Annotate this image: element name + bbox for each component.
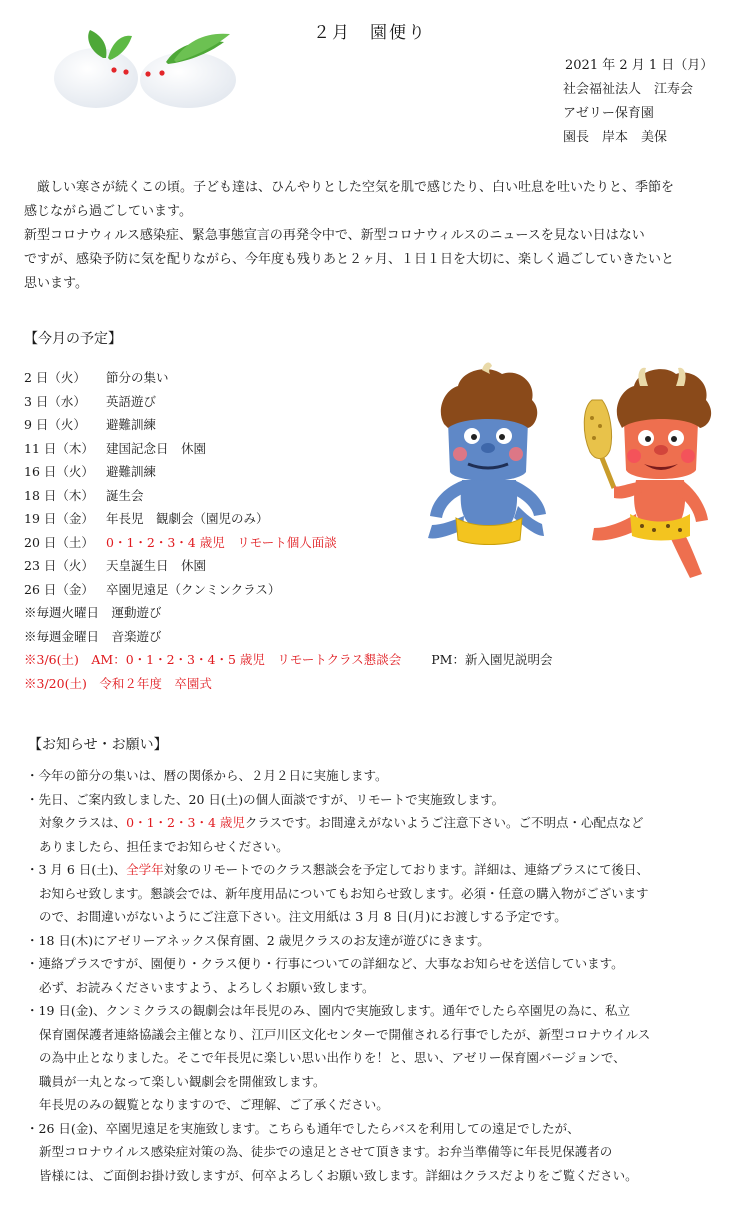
march-event	[24, 648, 552, 672]
blue-oni-icon	[428, 363, 546, 545]
snow-bunny-right	[140, 34, 236, 108]
schedule-event: 避難訓練	[106, 417, 157, 432]
schedule-date: 20 日（土）	[24, 534, 94, 550]
notice-text: クラスです。お間違えがないようご注意下さい。ご不明点・心配点など	[244, 815, 644, 830]
schedule-event: 避難訓練	[106, 464, 157, 479]
notice-line: ・18 日(木)にアゼリーアネックス保育園、2 歳児クラスのお友達が遊びにきます。	[26, 932, 490, 948]
notice-line: 年長児のみの観覧となりますので、ご理解、ご了承ください。	[39, 1097, 389, 1112]
schedule-date: 2 日（火）	[24, 370, 86, 385]
intro-paragraph	[24, 176, 724, 296]
notice-line	[26, 858, 726, 882]
notice-text: 対象クラスは、	[39, 815, 127, 830]
schedule-event: 年長児 観劇会（園児のみ）	[106, 511, 269, 526]
intro-line: 思います。	[24, 276, 88, 291]
intro-line: 新型コロナウィルス感染症、緊急事態宣言の再発令中で、新型コロナウィルスのニュースを見ない日はない	[24, 228, 645, 243]
notice-line: ありましたら、担任までお知らせください。	[39, 838, 289, 854]
letter-meta	[563, 54, 713, 150]
notice-line: 皆様には、ご面倒お掛け致しますが、何卒よろしくお願い致します。詳細はクラスだよりをご覧ください。	[39, 1167, 638, 1183]
schedule-date: 3 日（水）	[24, 393, 86, 409]
notices-list	[26, 764, 726, 1187]
intro-line: 感じながら過ごしています。	[24, 204, 192, 219]
schedule-event: 天皇誕生日 休園	[106, 558, 207, 573]
march-event-pm: PM：新入園児説明会	[431, 652, 553, 667]
intro-line: 厳しい寒さが続くこの頃。子ども達は、ひんやりとした空気を肌で感じたり、白い吐息を吐いたりと、季節を	[24, 180, 675, 195]
schedule-date: 11 日（木）	[24, 440, 94, 456]
notice-line: ・先日、ご案内致しました、20 日(土)の個人面談ですが、リモートで実施致します。	[26, 791, 505, 807]
notice-line: 職員が一丸となって楽しい観劇会を開催致します。	[39, 1073, 326, 1089]
organization-name: 社会福祉法人 江寿会	[563, 82, 694, 97]
notice-line: お知らせ致します。懇談会では、新年度用品についてもお知らせ致します。必須・任意の購入物がございます	[39, 885, 649, 901]
schedule-heading: 【今月の予定】	[24, 331, 122, 347]
schedule-date: 19 日（金）	[24, 511, 94, 526]
schedule-event: 誕生会	[106, 487, 144, 503]
schedule-date: 23 日（火）	[24, 558, 94, 573]
notice-line: ので、お間違いがないようにご注意下さい。注文用紙は 3 月 8 日(月)にお渡しする予定です。	[39, 909, 567, 924]
schedule-date: 9 日（火）	[24, 417, 86, 432]
schedule-event: 建国記念日 休園	[106, 440, 207, 456]
notice-line: 必ず、お読みくださいますよう、よろしくお願い致します。	[39, 979, 375, 995]
schedule-date: 18 日（木）	[24, 487, 94, 503]
notice-line: ・19 日(金)、クンミクラスの観劇会は年長児のみ、園内で実施致します。通年でしたら卒園児の為に、私立	[26, 1003, 631, 1018]
notice-line: の為中止となりました。そこで年長児に楽しい思い出作りを！と、思い、アゼリー保育園バージョンで、	[39, 1050, 626, 1065]
schedule-event-highlight: 0・1・2・3・4 歳児 リモート個人面談	[106, 534, 337, 550]
schedule-event: 英語遊び	[106, 393, 157, 409]
page-title: ２月 園便り	[313, 23, 427, 43]
notice-line: ・26 日(金)、卒園児遠足を実施致します。こちらも通年でしたらバスを利用しての遠足でしたが、	[26, 1120, 580, 1136]
notice-highlight: 0・1・2・3・4 歳児	[126, 815, 245, 830]
notice-line: 新型コロナウイルス感染症対策の為、徒歩での遠足とさせて頂きます。お弁当準備等に年長児保護者の	[39, 1144, 613, 1159]
notice-text: ・3 月 6 日(土)、	[26, 862, 127, 877]
issue-date: 2021 年 2 月 1 日（月）	[565, 58, 714, 73]
notice-line: ・連絡プラスですが、園便り・クラス便り・行事についての詳細など、大事なお知らせを送信しています。	[26, 956, 624, 971]
intro-line: ですが、感染予防に気を配りながら、今年度も残りあと２ヶ月、１日１日を大切に、楽しく過ごしていきたいと	[24, 252, 675, 267]
notice-line: ・今年の節分の集いは、暦の関係から、２月２日に実施します。	[26, 768, 388, 783]
schedule-date: 26 日（金）	[24, 581, 94, 597]
red-oni-icon	[584, 368, 711, 578]
oni-illustration	[418, 360, 718, 585]
school-name: アゼリー保育園	[563, 106, 654, 121]
principal-name: 園長 岸本 美保	[563, 130, 668, 145]
notice-highlight: 全学年	[126, 862, 164, 877]
notices-heading: 【お知らせ・お願い】	[28, 737, 168, 753]
weekly-note: ※毎週金曜日 音楽遊び	[24, 628, 162, 644]
march-event-highlight: ※3/6(土) AM：0・1・2・3・4・5 歳児 リモートクラス懇談会	[24, 652, 402, 667]
notice-line	[26, 811, 726, 835]
march-event-highlight: ※3/20(土) 令和２年度 卒園式	[24, 675, 212, 691]
notice-line: 保育園保護者連絡協議会主催となり、江戸川区文化センターで開催される行事でしたが、新型コロナウイルス	[39, 1026, 651, 1042]
notice-text: 対象のリモートでのクラス懇談会を予定しております。詳細は、連絡プラスにて後日、	[163, 862, 649, 877]
schedule-date: 16 日（火）	[24, 464, 94, 479]
schedule-event: 節分の集い	[106, 370, 169, 385]
schedule-event: 卒園児遠足（クンミンクラス）	[106, 581, 281, 597]
weekly-note: ※毎週火曜日 運動遊び	[24, 605, 162, 620]
